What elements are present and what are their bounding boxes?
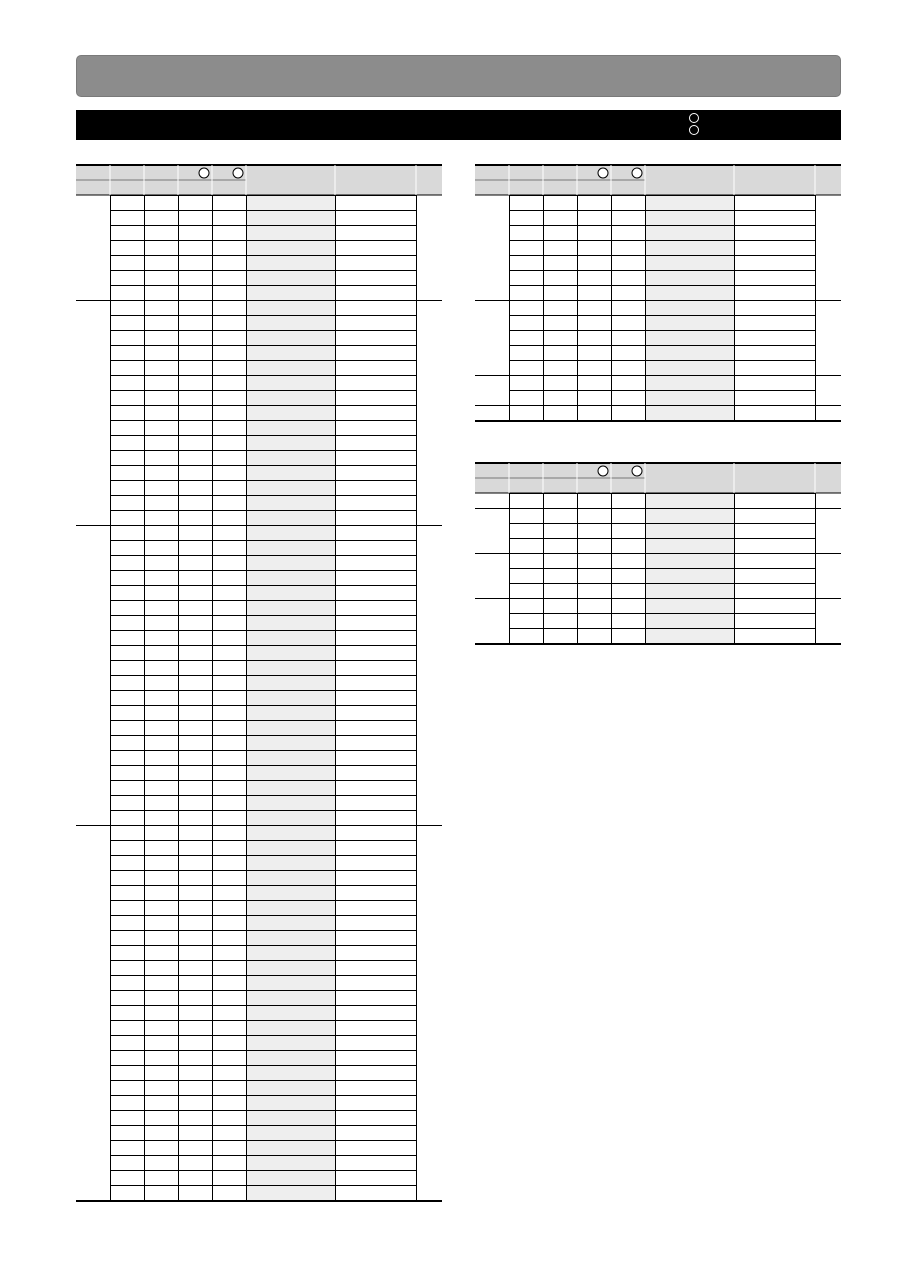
header-circle-icon <box>598 168 608 178</box>
header-wide-bg <box>246 165 442 195</box>
right-top-table-grid <box>475 164 841 423</box>
shaded-column <box>645 195 734 420</box>
header-wide-bg <box>645 165 841 195</box>
left-table-grid <box>76 164 442 1203</box>
header-circle-icon <box>598 466 608 476</box>
header-circle-icon <box>632 466 642 476</box>
page-banner <box>76 55 841 97</box>
heading-circle-marks <box>688 113 700 137</box>
right-bottom-table <box>475 462 841 646</box>
header-circle-icon <box>632 168 642 178</box>
circle-mark-icon <box>689 113 699 123</box>
header-wide-bg <box>645 463 841 493</box>
header-circle-icon <box>199 168 209 178</box>
circle-mark-icon <box>689 125 699 135</box>
right-bottom-table-grid <box>475 462 841 646</box>
header-circle-icon <box>233 168 243 178</box>
right-top-table <box>475 164 841 423</box>
left-table <box>76 164 442 1203</box>
section-heading-bar <box>76 110 841 140</box>
